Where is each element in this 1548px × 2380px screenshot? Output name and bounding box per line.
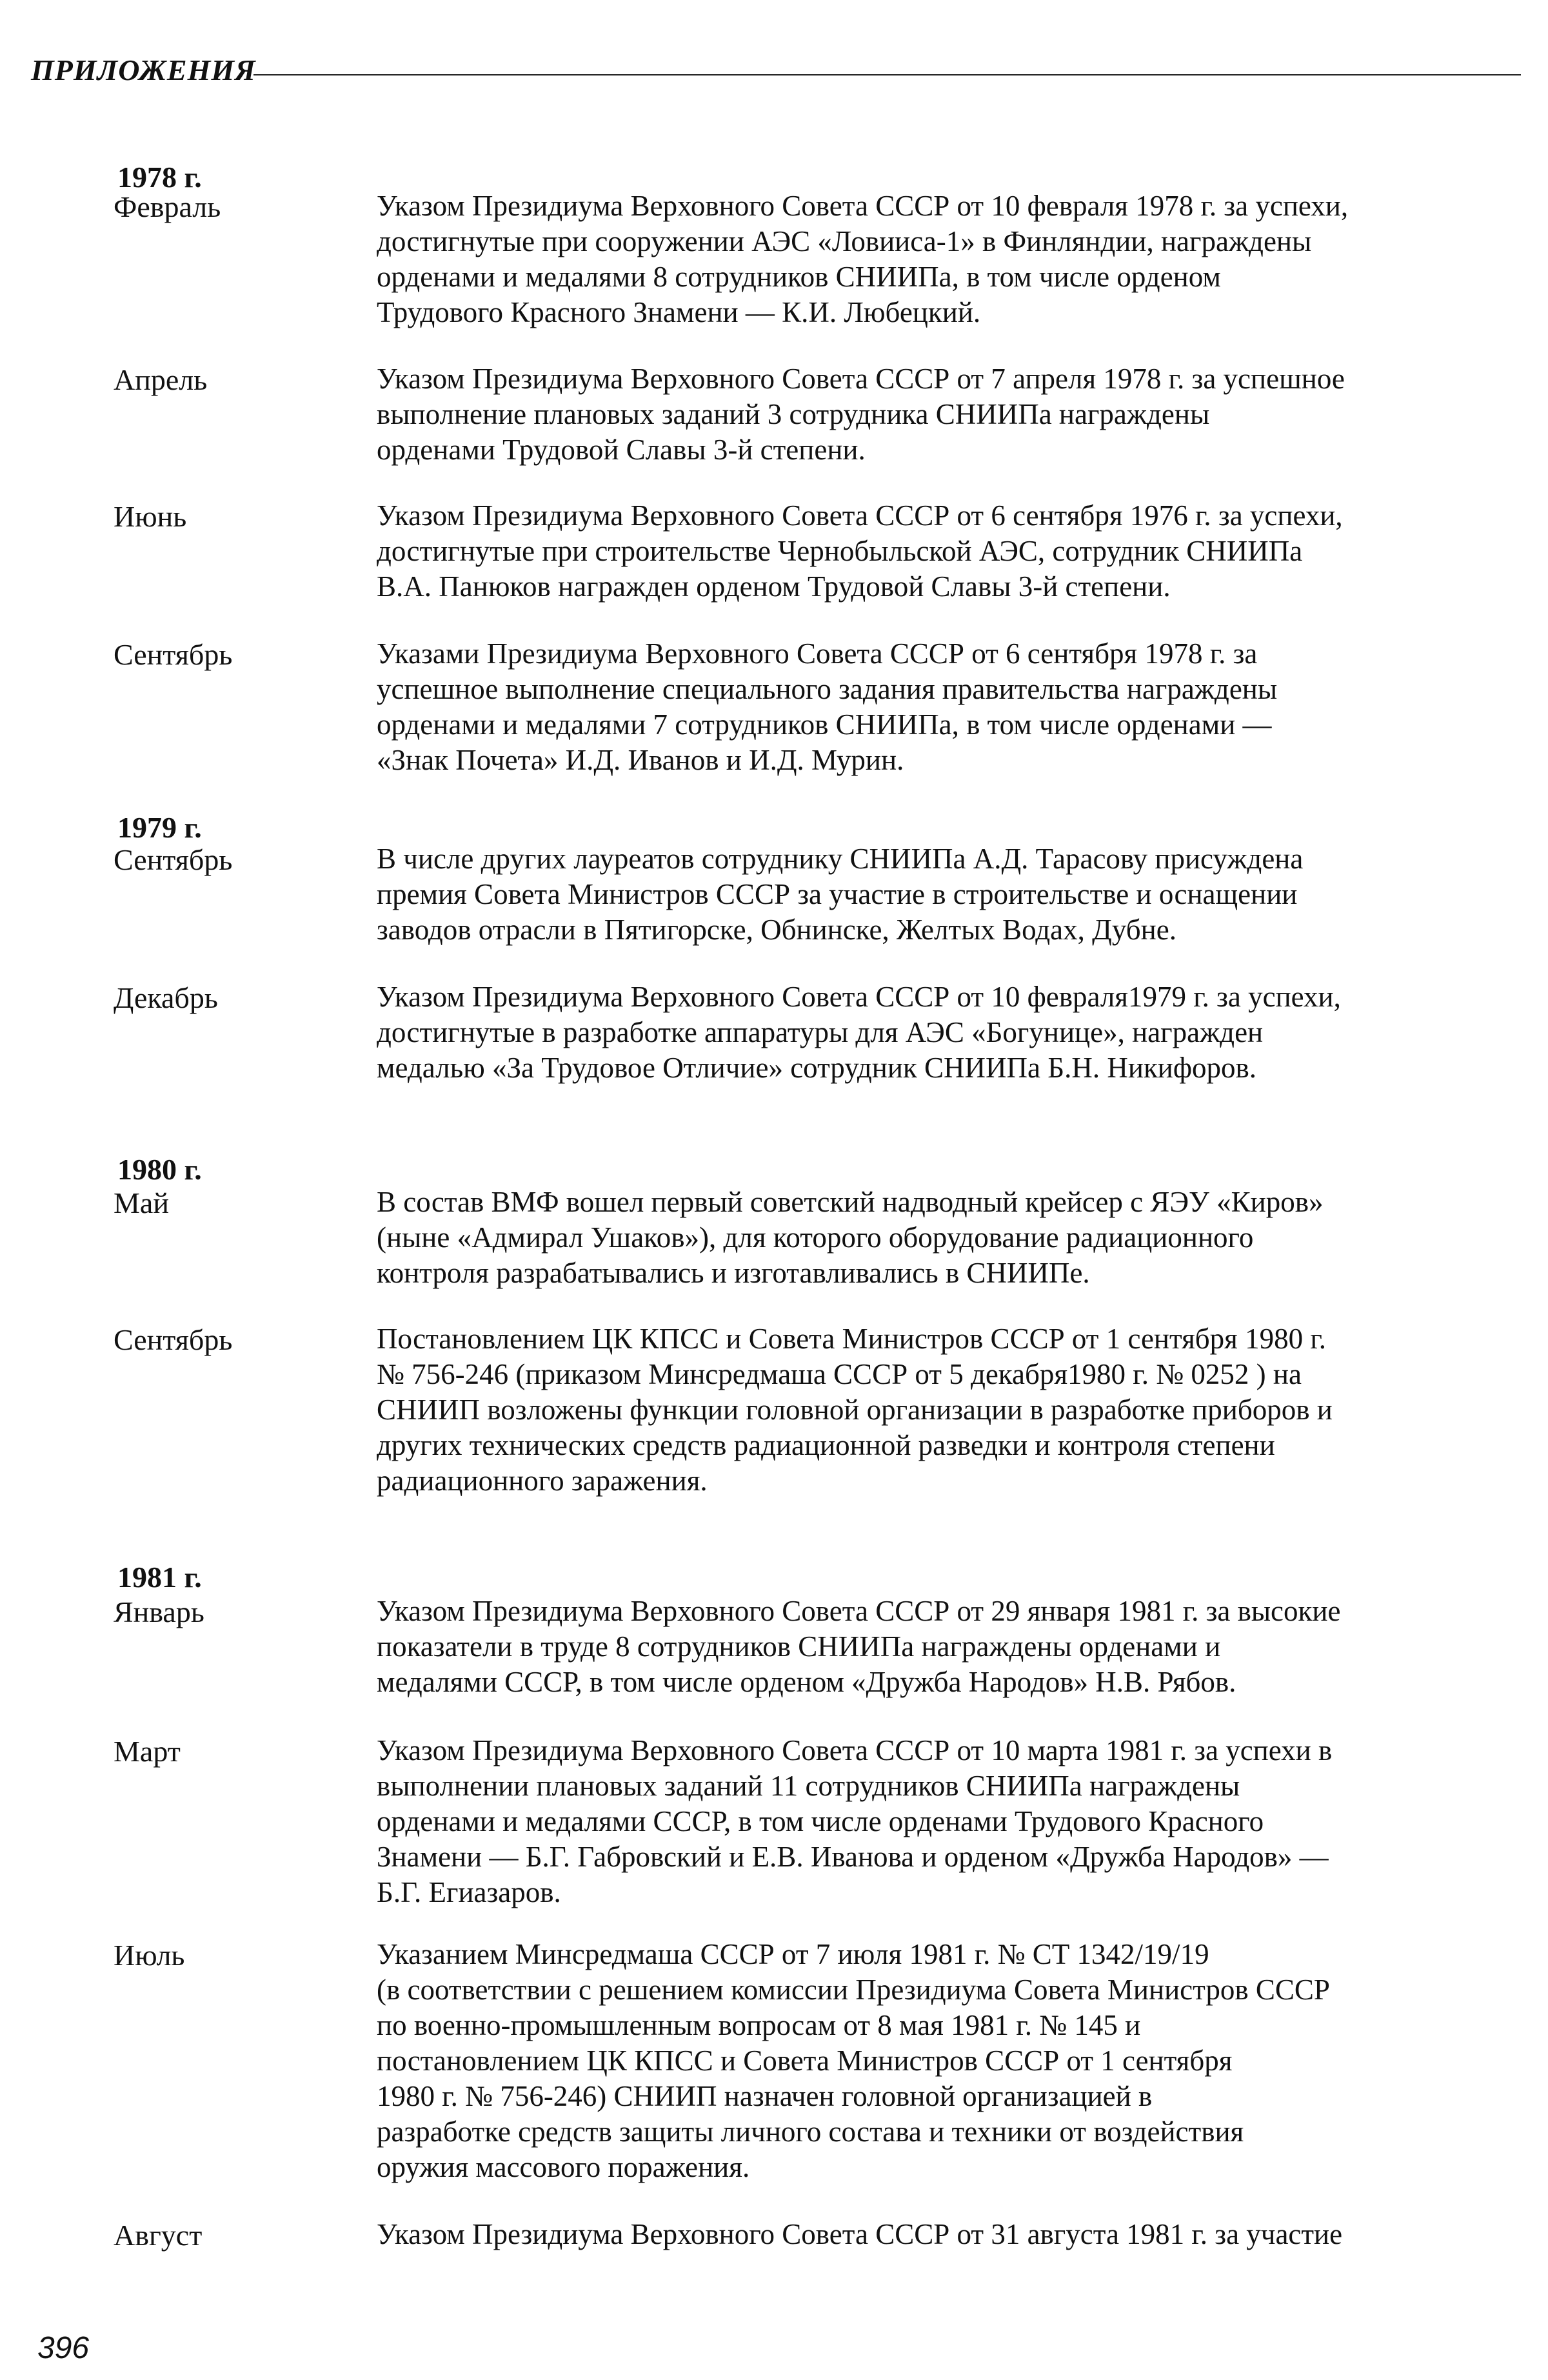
- month-label: Март: [114, 1735, 181, 1768]
- page-number: 396: [37, 2331, 90, 2365]
- month-label: Сентябрь: [114, 843, 233, 876]
- entry-text: Указом Президиума Верховного Совета СССР от 10 февраля1979 г. за успехи, достигнутые в разработке аппаратуры для АЭС «Богунице», награжден медалью «За Трудовое Отличие» сотрудник СНИИПа Б.Н. Никифоров.: [377, 981, 1341, 1084]
- month-label: Июнь: [114, 500, 187, 533]
- entry-text: Указом Президиума Верховного Совета СССР от 29 января 1981 г. за высокие показатели в труде 8 сотрудников СНИИПа награждены орденами и медалями СССР, в том числе орденом «Дружба Народов» Н.В. Рябов.: [377, 1595, 1341, 1698]
- entry-text: Указанием Минсредмаша СССР от 7 июля 1981 г. № СТ 1342/19/19 (в соответствии с решением комиссии Президиума Совета Министров СССР по военно-промышленным вопросам от 8 мая 1981 г. № 145 и постановлением ЦК КПСС и Совета Министров СССР от 1 сентября 1980 г. № 756-246) СНИИП назначен головной организацией в разработке средств защиты личного состава и техники от воздействия оружия массового поражения.: [377, 1938, 1330, 2183]
- entry-text: Указом Президиума Верховного Совета СССР от 7 апреля 1978 г. за успешное выполнение плановых заданий 3 сотрудника СНИИПа награждены орденами Трудовой Славы 3-й степени.: [377, 363, 1345, 466]
- month-label: Сентябрь: [114, 1323, 233, 1356]
- month-label: Август: [114, 2219, 203, 2252]
- entry-text: Указом Президиума Верховного Совета СССР от 10 февраля 1978 г. за успехи, достигнутые при сооружении АЭС «Ловииса-1» в Финляндии, награждены орденами и медалями 8 сотрудников СНИИПа, в том числе орденом Трудового Красного Знамени — К.И. Любецкий.: [377, 190, 1349, 328]
- header-rule: [253, 74, 1521, 75]
- month-label: Сентябрь: [114, 638, 233, 671]
- month-label: Декабрь: [114, 981, 218, 1014]
- entry-text: Указами Президиума Верховного Совета СССР от 6 сентября 1978 г. за успешное выполнение специального задания правительства награждены орденами и медалями 7 сотрудников СНИИПа, в том числе орденами — «Знак Почета» И.Д. Иванов и И.Д. Мурин.: [377, 637, 1278, 776]
- entry-text: Указом Президиума Верховного Совета СССР от 6 сентября 1976 г. за успехи, достигнутые при строительстве Чернобыльской АЭС, сотрудник СНИИПа В.А. Панюков награжден орденом Трудовой Славы 3-й степени.: [377, 499, 1343, 603]
- month-label: Май: [114, 1186, 169, 1219]
- year-heading: 1979 г.: [117, 811, 202, 844]
- section-title: ПРИЛОЖЕНИЯ: [31, 54, 256, 86]
- month-label: Февраль: [114, 190, 221, 223]
- year-heading: 1981 г.: [117, 1561, 202, 1594]
- year-heading: 1978 г.: [117, 161, 202, 194]
- month-label: Июль: [114, 1939, 185, 1972]
- entry-text: Постановлением ЦК КПСС и Совета Министров СССР от 1 сентября 1980 г. № 756-246 (приказом Минсредмаша СССР от 5 декабря1980 г. № 0252 ) на СНИИП возложены функции головной организации в разработке приборов и других технических средств радиационной разведки и контроля степени радиационного заражения.: [377, 1323, 1333, 1497]
- entry-text: Указом Президиума Верховного Совета СССР от 31 августа 1981 г. за участие: [377, 2218, 1343, 2250]
- year-heading: 1980 г.: [117, 1153, 202, 1186]
- month-label: Апрель: [114, 363, 208, 396]
- entry-text: В состав ВМФ вошел первый советский надводный крейсер с ЯЭУ «Киров» (ныне «Адмирал Ушаков»), для которого оборудование радиационного контроля разрабатывались и изготавливались в СНИИПе.: [377, 1186, 1324, 1289]
- entry-text: В числе других лауреатов сотруднику СНИИПа А.Д. Тарасову присуждена премия Совета Министров СССР за участие в строительстве и оснащении заводов отрасли в Пятигорске, Обнинске, Желтых Водах, Дубне.: [377, 843, 1304, 946]
- month-label: Январь: [114, 1595, 204, 1628]
- entry-text: Указом Президиума Верховного Совета СССР от 10 марта 1981 г. за успехи в выполнении плановых заданий 11 сотрудников СНИИПа награждены орденами и медалями СССР, в том числе орденами Трудового Красного Знамени — Б.Г. Габровский и Е.В. Иванова и орденом «Дружба Народов» — Б.Г. Егиазаров.: [377, 1734, 1333, 1908]
- running-header: [31, 53, 1521, 92]
